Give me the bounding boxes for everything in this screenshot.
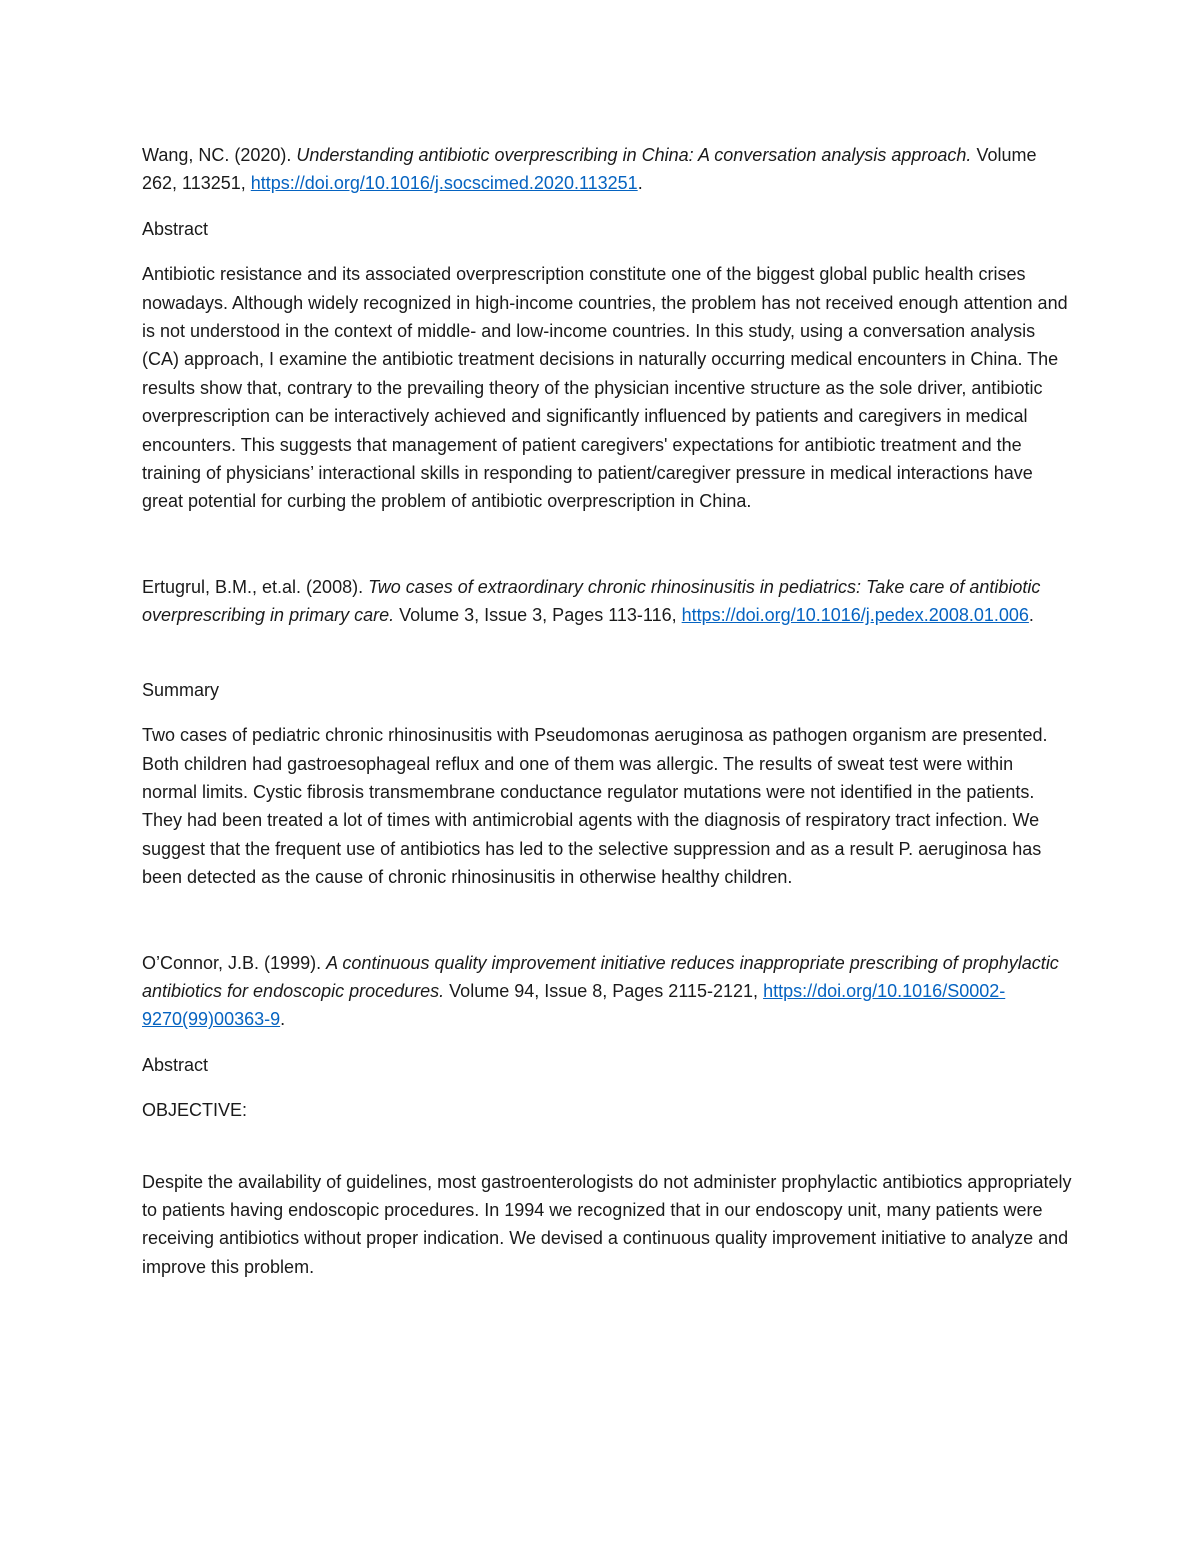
citation-2-end: .	[1028, 605, 1034, 626]
section-label-abstract-1: Abstract	[142, 218, 209, 239]
citation-1-details: Volume 262, 113251,	[142, 145, 1037, 194]
section-label-abstract-3: Abstract	[142, 1054, 209, 1075]
citation-1-author: Wang, NC. (2020).	[142, 145, 297, 165]
citation-2-doi-link[interactable]: https://doi.org/10.1016/j.pedex.2008.01.006	[681, 605, 1029, 626]
citation-3-details: Volume 94, Issue 8, Pages 2115-2121,	[444, 980, 764, 1001]
citation-2-details: Volume 3, Issue 3, Pages 113-116,	[394, 605, 682, 626]
abstract-1-body: Antibiotic resistance and its associated overprescription constitute one of the biggest global public health crises nowadays. Although widely recognized in high-income countries, the problem has not received enough attention and is not understood in the context of middle- and low-income countries. In this study, using a conversation analysis (CA) approach, I examine the antibiotic treatment decisions in naturally occurring medical encounters in China. The results show that, contrary to the prevailing theory of the physician incentive structure as the sole driver, antibiotic overprescription can be interactively achieved and significantly influenced by patients and caregivers in medical encounters. This suggests that management of patient caregivers' expectations for antibiotic treatment and the training of physicians’ interactional skills in responding to patient/caregiver pressure in medical interactions have great potential for curbing the problem of antibiotic overprescription in China.	[142, 264, 1068, 512]
citation-3-doi-link[interactable]: https://doi.org/10.1016/S0002-9270(99)00363-9	[142, 980, 1006, 1030]
abstract-3-body: Despite the availability of guidelines, most gastroenterologists do not administer prophylactic antibiotics appropriately to patients having endoscopic procedures. In 1994 we recognized that in our endoscopy unit, many patients were receiving antibiotics without proper indication. We devised a continuous quality improvement initiative to analyze and improve this problem.	[142, 1171, 1072, 1277]
citation-2-author: Ertugrul, B.M., et.al. (2008).	[142, 576, 369, 597]
citation-1-doi-link[interactable]: https://doi.org/10.1016/j.socscimed.2020.113251	[250, 173, 638, 194]
citation-1	[142, 141, 1072, 198]
citation-1-end: .	[637, 173, 643, 194]
citation-1-title: Understanding antibiotic overprescribing in China: A conversation analysis approach.	[296, 145, 972, 165]
citation-3-end: .	[280, 1009, 286, 1030]
citation-3-author: O’Connor, J.B. (1999).	[142, 952, 327, 973]
section-label-summary: Summary	[142, 679, 220, 700]
document-page	[142, 141, 1072, 1281]
citation-2-title: Two cases of extraordinary chronic rhinosinusitis in pediatrics: Take care of antibiotic overprescribing in primary care.	[142, 576, 1041, 626]
objective-label: OBJECTIVE:	[142, 1100, 248, 1121]
citation-3-title: A continuous quality improvement initiative reduces inappropriate prescribing of prophylactic antibiotics for endoscopic procedures.	[142, 952, 1059, 1001]
citation-3	[142, 949, 1072, 1034]
summary-2-body: Two cases of pediatric chronic rhinosinusitis with Pseudomonas aeruginosa as pathogen organism are presented. Both children had gastroesophageal reflux and one of them was allergic. The results of sweat test were within normal limits. Cystic fibrosis transmembrane conductance regulator mutations were not identified in the patients. They had been treated a lot of times with antimicrobial agents with the diagnosis of respiratory tract infection. We suggest that the frequent use of antibiotics has led to the selective suppression and as a result P. aeruginosa has been detected as the cause of chronic rhinosinusitis in otherwise healthy children.	[142, 725, 1048, 888]
citation-2	[142, 573, 1072, 630]
